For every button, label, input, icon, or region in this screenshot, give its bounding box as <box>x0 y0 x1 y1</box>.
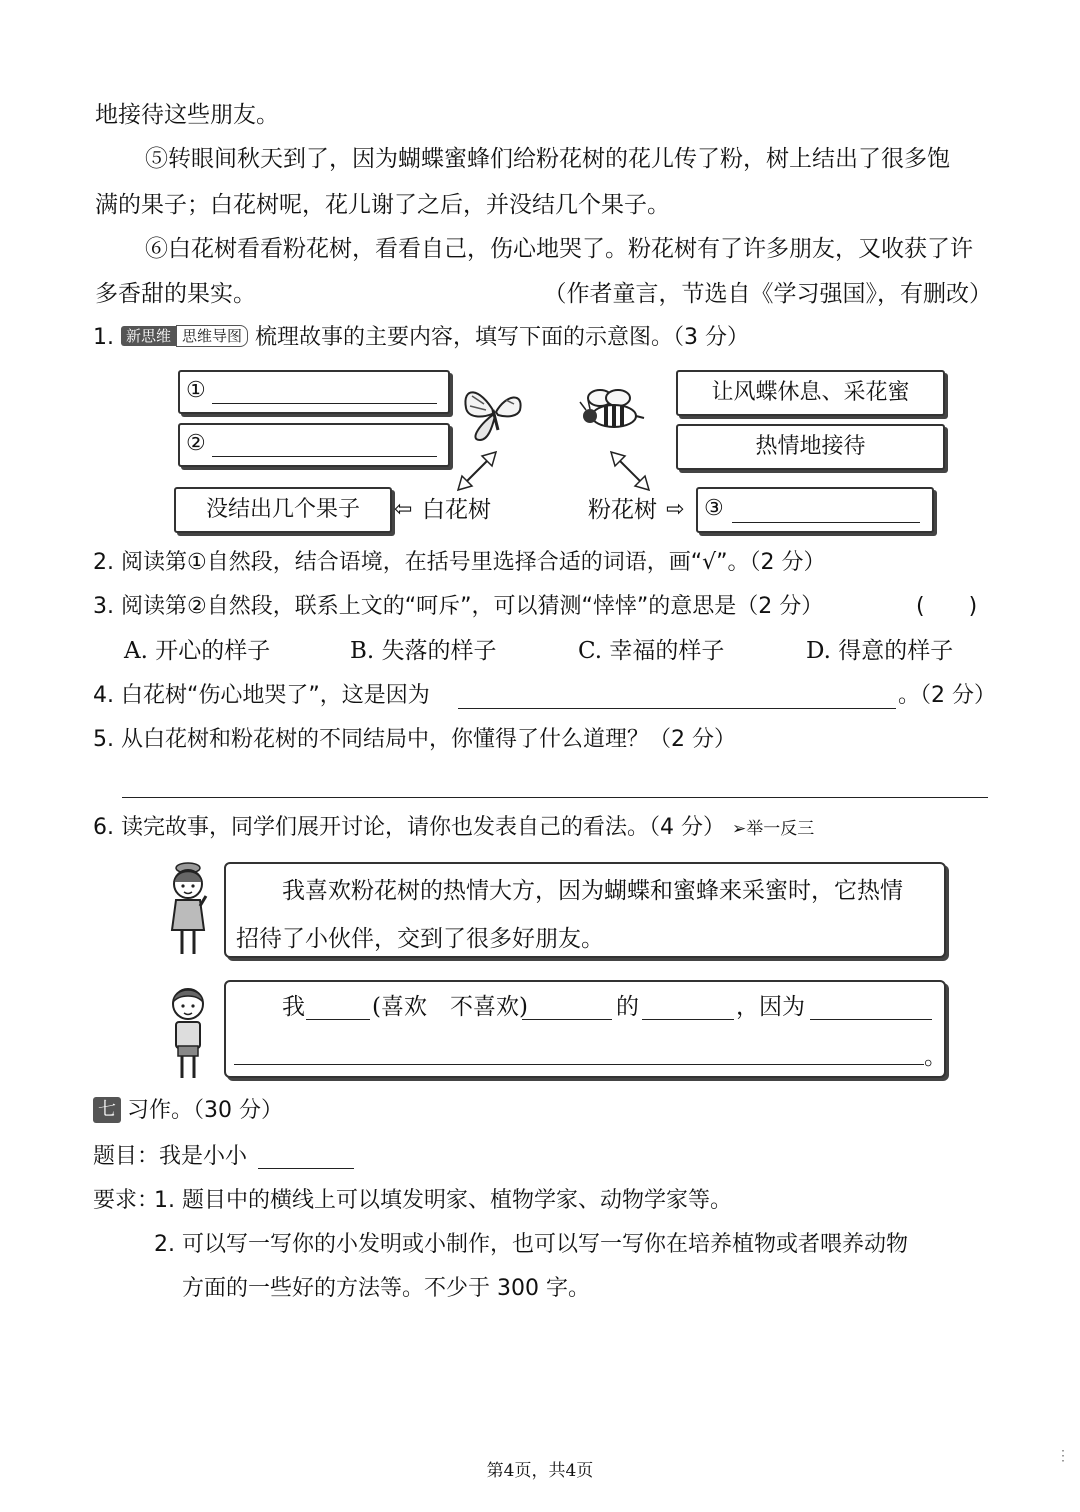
q1-tag-mindmap: 思维导图 <box>176 325 248 347</box>
bubble-1-line1: 我喜欢粉花树的热情大方，因为蝴蝶和蜜蜂来采蜜时，它热情 <box>282 878 903 904</box>
section7-req1: 1. 题目中的横线上可以填发明家、植物学家、动物学家等。 <box>154 1188 732 1213</box>
blank-1-number: ① <box>186 378 206 403</box>
q6-tag: ➢举一反三 <box>731 819 815 839</box>
blank-3-line <box>732 522 920 523</box>
blank-2-number: ② <box>186 431 206 456</box>
bubble-2-word-because: ，因为 <box>736 994 805 1020</box>
passage-line: 地接待这些朋友。 <box>95 102 279 128</box>
girl-avatar-icon <box>160 860 216 960</box>
q6-text: 6. 读完故事，同学们展开讨论，请你也发表自己的看法。（4 分） <box>93 815 725 840</box>
bubble-2-word-wo: 我 <box>282 994 305 1020</box>
passage-source: （作者童言，节选自《学习强国》，有删改） <box>543 281 992 307</box>
box-right-2-text: 热情地接待 <box>755 434 866 459</box>
q1-heading <box>93 323 749 353</box>
q3-option-d[interactable]: D. 得意的样子 <box>806 638 954 664</box>
bubble-2-word-de: 的 <box>616 994 639 1020</box>
diagram-blank-1[interactable] <box>178 370 450 414</box>
section7-heading <box>93 1096 283 1126</box>
q5-answer-line[interactable] <box>122 797 988 798</box>
section7-req2-line2: 方面的一些好的方法等。不少于 300 字。 <box>182 1276 590 1301</box>
q6-heading <box>93 813 814 844</box>
topic-blank[interactable] <box>258 1168 354 1169</box>
blank-3-number: ③ <box>704 496 724 521</box>
page-footer: 第4页，共4页 <box>486 1461 594 1481</box>
bubble-1-line2: 招待了小伙伴，交到了很多好朋友。 <box>236 926 604 952</box>
diagram-box-right-1 <box>676 370 945 416</box>
bubble-2-blank-5[interactable] <box>234 1064 924 1065</box>
bubble-2-choice: (喜欢 不喜欢) <box>372 994 528 1020</box>
q4-prefix: 4. 白花树“伤心地哭了”，这是因为 <box>93 683 430 708</box>
passage-p5-line1: ⑤转眼间秋天到了，因为蝴蝶蜜蜂们给粉花树的花儿传了粉，树上结出了很多饱 <box>145 146 950 172</box>
q1-tag-new-thinking: 新思维 <box>121 326 176 346</box>
box-right-1-text: 让风蝶休息、采花蜜 <box>711 380 910 405</box>
diagram-box-right-2 <box>676 424 945 470</box>
butterfly-icon <box>460 382 530 444</box>
q4-answer-line[interactable] <box>458 708 896 709</box>
q5-text: 5. 从白花树和粉花树的不同结局中，你懂得了什么道理？（2 分） <box>93 727 736 752</box>
q1-text: 梳理故事的主要内容，填写下面的示意图。（3 分） <box>255 325 750 350</box>
bubble-2-end: 。 <box>924 1044 947 1070</box>
pink-tree-label: 粉花树 <box>588 497 657 523</box>
arrow-right-icon: ⇨ <box>666 497 685 522</box>
q3-text: 3. 阅读第②自然段，联系上文的“呵斥”，可以猜测“悻悻”的意思是（2 分） <box>93 594 824 619</box>
speech-bubble-2 <box>224 980 946 1078</box>
double-arrow-left-icon <box>452 448 502 494</box>
q3-option-a[interactable]: A. 开心的样子 <box>124 638 271 664</box>
double-arrow-right-icon <box>605 448 655 494</box>
bee-icon <box>578 386 648 438</box>
q3-option-b[interactable]: B. 失落的样子 <box>350 638 497 664</box>
arrow-left-icon: ⇦ <box>394 497 413 522</box>
blank-1-line <box>212 403 437 404</box>
diagram-blank-2[interactable] <box>178 423 450 467</box>
white-tree-label: 白花树 <box>422 497 491 523</box>
speech-bubble-1 <box>224 862 946 958</box>
bubble-2-blank-1[interactable] <box>306 1019 370 1020</box>
q3-answer-paren[interactable]: ( ) <box>916 594 978 619</box>
white-result-text: 没结出几个果子 <box>205 497 360 522</box>
section7-title: 习作。（30 分） <box>127 1098 283 1123</box>
q1-number: 1. <box>93 325 114 350</box>
q4-suffix: 。（2 分） <box>898 683 996 708</box>
bubble-2-blank-3[interactable] <box>642 1019 734 1020</box>
passage-p5-line2: 满的果子；白花树呢，花儿谢了之后，并没结几个果子。 <box>95 192 670 218</box>
bubble-2-blank-4[interactable] <box>810 1019 932 1020</box>
section7-req-label: 要求： <box>93 1188 160 1213</box>
section7-topic: 题目：我是小小 <box>93 1144 248 1169</box>
passage-p6-line1: ⑥白花树看看粉花树，看看自己，伤心地哭了。粉花树有了许多朋友，又收获了许 <box>145 236 973 262</box>
section7-badge: 七 <box>93 1097 121 1123</box>
boy-avatar-icon <box>160 980 216 1082</box>
more-options-icon: ⋮ <box>1056 1448 1070 1464</box>
q3-option-c[interactable]: C. 幸福的样子 <box>578 638 725 664</box>
diagram-box-white-result <box>174 487 392 533</box>
q2-text: 2. 阅读第①自然段，结合语境，在括号里选择合适的词语，画“√”。（2 分） <box>93 550 826 575</box>
blank-2-line <box>212 456 437 457</box>
diagram-blank-3[interactable] <box>696 487 934 533</box>
passage-p6-line2: 多香甜的果实。 <box>95 281 256 307</box>
section7-req2-line1: 2. 可以写一写你的小发明或小制作，也可以写一写你在培养植物或者喂养动物 <box>154 1232 908 1257</box>
bubble-2-blank-2[interactable] <box>522 1019 612 1020</box>
